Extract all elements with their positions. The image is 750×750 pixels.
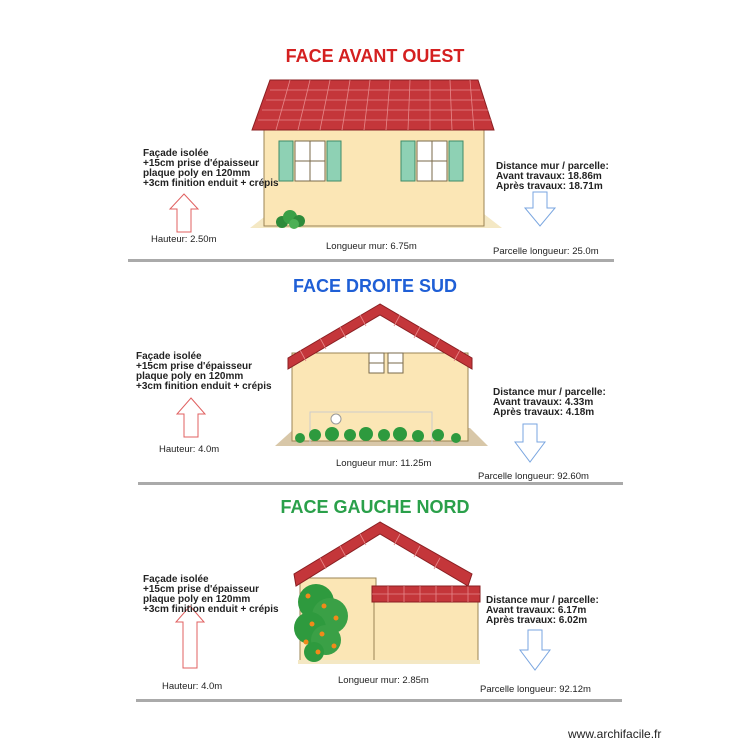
facade-note: Façade isolée +15cm prise d'épaisseur plaque poly en 120mm +3cm finition enduit + crépis	[136, 351, 272, 392]
distance-block: Distance mur / parcelle: Avant travaux: 18.86m Après travaux: 18.71m	[496, 161, 609, 192]
wall-length-label: Longueur mur: 6.75m	[326, 241, 417, 252]
ground-line	[136, 699, 622, 702]
wall-length-label: Longueur mur: 11.25m	[336, 458, 432, 469]
section-title: FACE AVANT OUEST	[285, 46, 465, 66]
site-credit: www.archifacile.fr	[568, 727, 662, 741]
up-arrow-icon	[176, 606, 204, 668]
down-arrow-icon	[525, 192, 555, 226]
ground-line	[138, 482, 623, 485]
height-label: Hauteur: 2.50m	[151, 234, 217, 245]
down-arrow-icon	[515, 424, 545, 462]
section-face-gauche-nord	[0, 488, 750, 708]
house-west-icon	[0, 0, 750, 268]
section-face-droite-sud	[0, 268, 750, 488]
section-title: FACE GAUCHE NORD	[280, 497, 470, 517]
facade-note: Façade isolée +15cm prise d'épaisseur plaque poly en 120mm +3cm finition enduit + crépis	[143, 148, 279, 189]
distance-block: Distance mur / parcelle: Avant travaux: 6.17m Après travaux: 6.02m	[486, 595, 599, 626]
parcel-length-label: Parcelle longueur: 92.60m	[478, 471, 589, 482]
ground-line	[128, 259, 614, 262]
up-arrow-icon	[177, 398, 205, 437]
up-arrow-icon	[170, 194, 198, 232]
height-label: Hauteur: 4.0m	[159, 444, 220, 455]
house-south-icon	[0, 268, 750, 488]
facade-note: Façade isolée +15cm prise d'épaisseur plaque poly en 120mm +3cm finition enduit + crépis	[143, 574, 279, 615]
parcel-length-label: Parcelle longueur: 92.12m	[480, 684, 591, 695]
section-face-avant-ouest	[0, 0, 750, 268]
parcel-length-label: Parcelle longueur: 25.0m	[493, 246, 599, 257]
section-title: FACE DROITE SUD	[292, 276, 457, 296]
distance-block: Distance mur / parcelle: Avant travaux: 4.33m Après travaux: 4.18m	[493, 387, 606, 418]
down-arrow-icon	[520, 630, 550, 670]
height-label: Hauteur: 4.0m	[162, 681, 223, 692]
wall-length-label: Longueur mur: 2.85m	[338, 675, 429, 686]
